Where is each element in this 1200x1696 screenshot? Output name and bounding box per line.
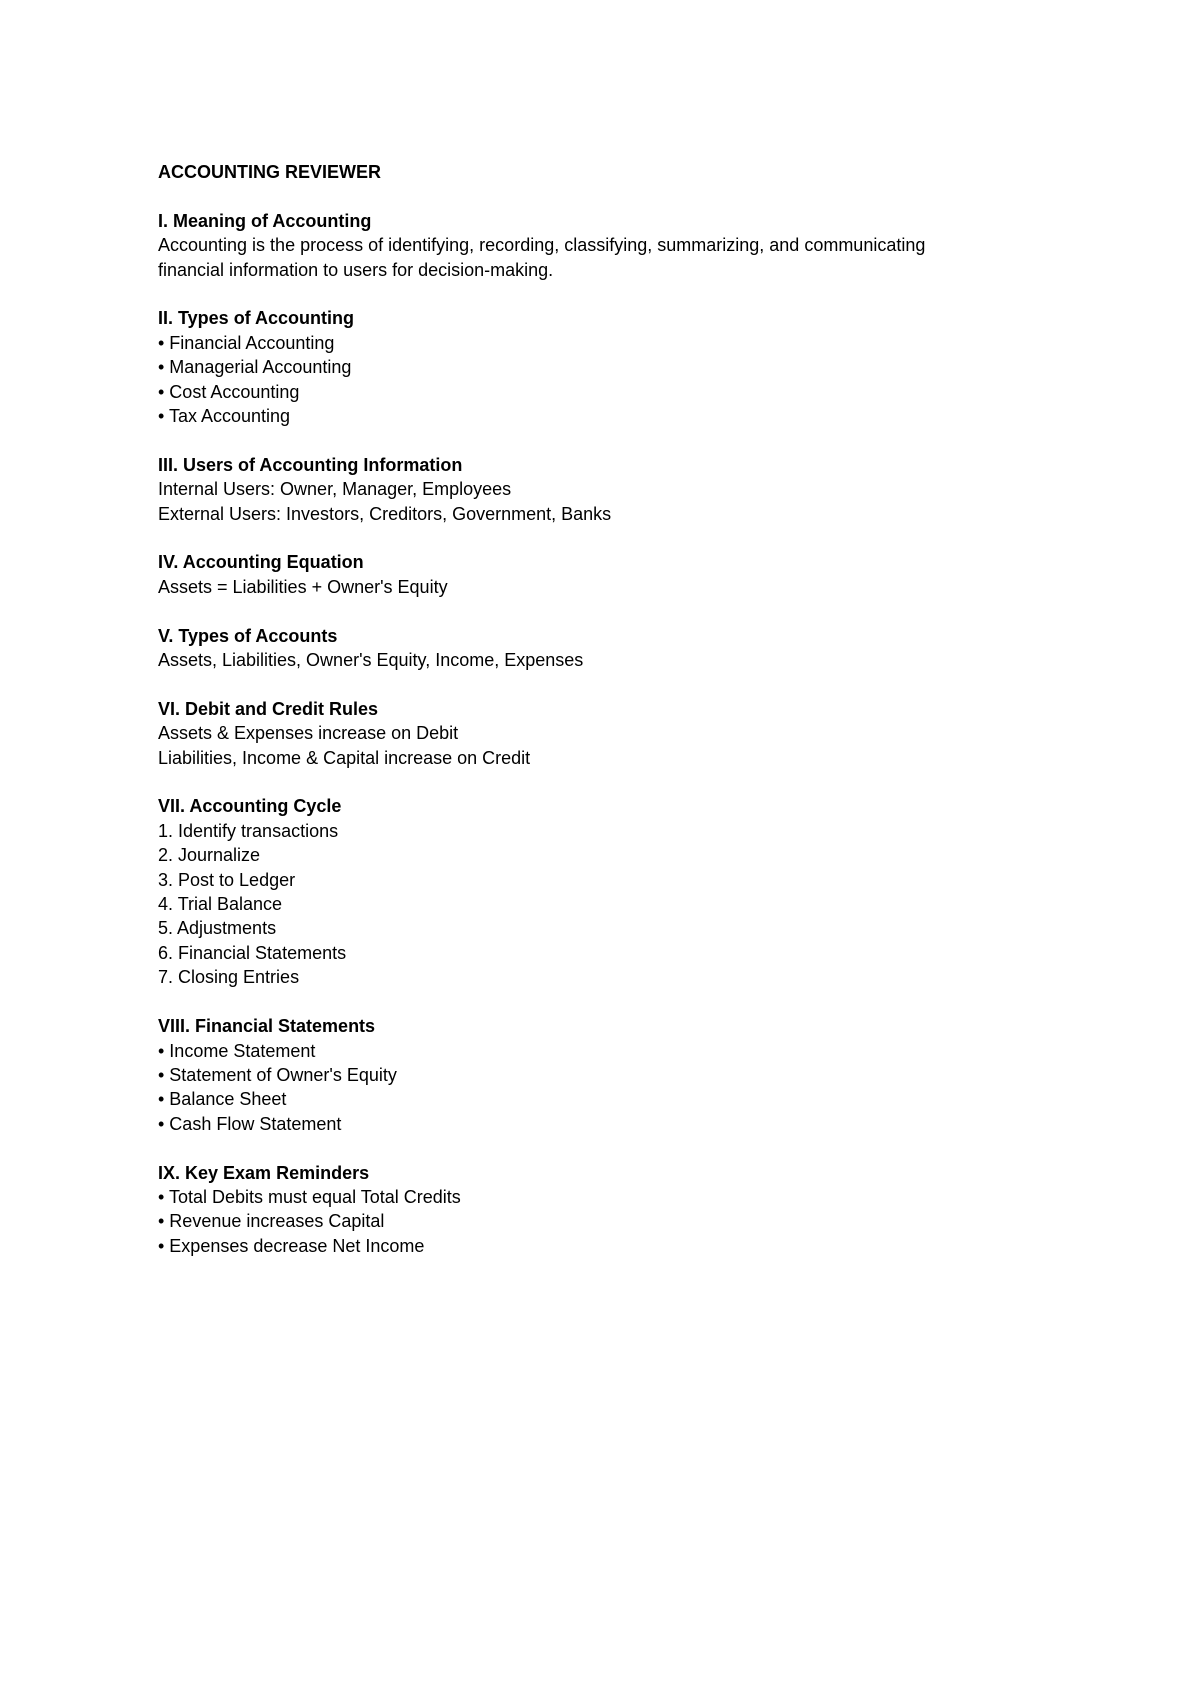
section-heading: III. Users of Accounting Information (158, 454, 463, 475)
list-item: • Income Statement (158, 1040, 316, 1061)
list-item: 4. Trial Balance (158, 894, 283, 915)
section-heading: VI. Debit and Credit Rules (158, 698, 379, 719)
list-item: • Managerial Accounting (158, 357, 352, 378)
list-item: 1. Identify transactions (158, 820, 339, 841)
section-accounting-cycle (158, 794, 1058, 989)
list-item: • Cash Flow Statement (158, 1113, 342, 1134)
section-line: Accounting is the process of identifying, recording, classifying, summarizing, and communicating (158, 235, 926, 256)
section-line: Assets, Liabilities, Owner's Equity, Income, Expenses (158, 650, 584, 671)
list-item: • Statement of Owner's Equity (158, 1064, 397, 1085)
section-types-of-accounting (158, 306, 1058, 428)
section-heading: VIII. Financial Statements (158, 1016, 376, 1037)
list-item: 7. Closing Entries (158, 967, 300, 988)
list-item: • Expenses decrease Net Income (158, 1235, 425, 1256)
section-heading: II. Types of Accounting (158, 308, 355, 329)
list-item: • Balance Sheet (158, 1089, 287, 1110)
section-line: Liabilities, Income & Capital increase on Credit (158, 747, 531, 768)
list-item: 5. Adjustments (158, 918, 277, 939)
section-line: External Users: Investors, Creditors, Government, Banks (158, 503, 612, 524)
list-item: • Cost Accounting (158, 381, 300, 402)
section-meaning-of-accounting (158, 209, 1058, 282)
section-heading: VII. Accounting Cycle (158, 796, 342, 817)
section-heading: IV. Accounting Equation (158, 552, 364, 573)
section-debit-and-credit-rules (158, 697, 1058, 770)
list-item: • Total Debits must equal Total Credits (158, 1186, 461, 1207)
section-accounting-equation (158, 550, 1058, 599)
list-item: • Tax Accounting (158, 406, 291, 427)
section-line: financial information to users for decision-making. (158, 259, 554, 280)
section-key-exam-reminders (158, 1161, 1058, 1259)
list-item: 6. Financial Statements (158, 942, 347, 963)
list-item: • Financial Accounting (158, 332, 335, 353)
list-item: • Revenue increases Capital (158, 1211, 385, 1232)
section-line: Internal Users: Owner, Manager, Employees (158, 479, 512, 500)
section-types-of-accounts (158, 624, 1058, 673)
document-page (158, 160, 1058, 1283)
section-financial-statements (158, 1014, 1058, 1136)
section-heading: IX. Key Exam Reminders (158, 1162, 370, 1183)
section-line: Assets = Liabilities + Owner's Equity (158, 576, 448, 597)
section-line: Assets & Expenses increase on Debit (158, 723, 459, 744)
document-title: ACCOUNTING REVIEWER (158, 162, 382, 182)
section-heading: V. Types of Accounts (158, 625, 338, 646)
section-heading: I. Meaning of Accounting (158, 210, 372, 231)
section-users-of-accounting-information (158, 453, 1058, 526)
list-item: 2. Journalize (158, 845, 261, 866)
list-item: 3. Post to Ledger (158, 869, 296, 890)
